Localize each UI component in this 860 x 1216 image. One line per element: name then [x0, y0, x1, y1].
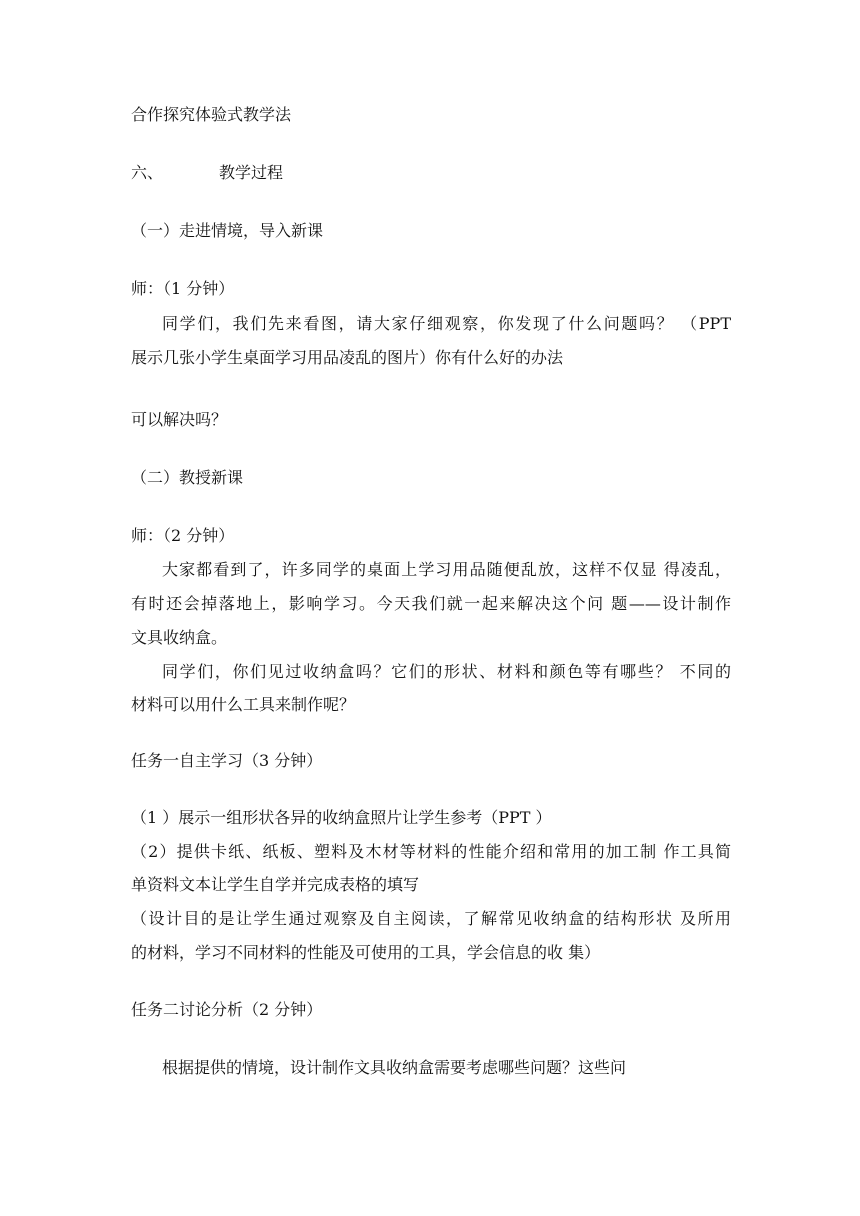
part2-p2-line2: 材料可以用什么工具来制作呢？: [131, 695, 356, 714]
part2-p1-line3: 文具收纳盒。: [131, 628, 228, 647]
part2-p1-line1: 大家都看到了，许多同学的桌面上学习用品随便乱放，这样不仅显 得凌乱，: [162, 560, 731, 579]
section-number: 六、: [131, 163, 164, 182]
task1-heading: 任务一自主学习（3 分钟）: [131, 751, 323, 770]
part1-para-line2: 展示几张小学生桌面学习用品凌乱的图片）你有什么好的办法: [131, 348, 564, 367]
part2-heading: （二）教授新课: [131, 468, 244, 487]
teaching-method: 合作探究体验式教学法: [131, 105, 292, 124]
part1-teacher-label: 师：（1 分钟）: [131, 279, 235, 298]
section-title: 教学过程: [219, 163, 284, 182]
part1-para-line3: 可以解决吗？: [131, 410, 228, 429]
part1-para-line1: 同学们，我们先来看图，请大家仔细观察，你发现了什么问题吗？ （PPT: [162, 314, 731, 333]
task1-item1: （1 ）展示一组形状各异的收纳盒照片让学生参考（PPT ）: [131, 808, 552, 827]
task1-purpose-line2: 的材料，学习不同材料的性能及可使用的工具，学会信息的收 集）: [131, 943, 601, 962]
task1-item2-line2: 单资料文本让学生自学并完成表格的填写: [131, 875, 420, 894]
task1-purpose-line1: （设计目的是让学生通过观察及自主阅读，了解常见收纳盒的结构形状 及所用: [131, 909, 731, 928]
task1-item2-line1: （2）提供卡纸、纸板、塑料及木材等材料的性能介绍和常用的加工制 作工具简: [131, 842, 731, 861]
part1-heading: （一）走进情境，导入新课: [131, 221, 324, 240]
part2-p1-line2: 有时还会掉落地上，影响学习。今天我们就一起来解决这个问 题——设计制作: [131, 594, 731, 613]
section-heading-teaching-process: [131, 162, 731, 184]
part2-teacher-label: 师：（2 分钟）: [131, 526, 235, 545]
task2-heading: 任务二讨论分析（2 分钟）: [131, 1000, 323, 1019]
part2-p2-line1: 同学们，你们见过收纳盒吗？它们的形状、材料和颜色等有哪些？ 不同的: [162, 662, 731, 681]
task2-para-line1: 根据提供的情境，设计制作文具收纳盒需要考虑哪些问题？这些问: [162, 1058, 627, 1077]
